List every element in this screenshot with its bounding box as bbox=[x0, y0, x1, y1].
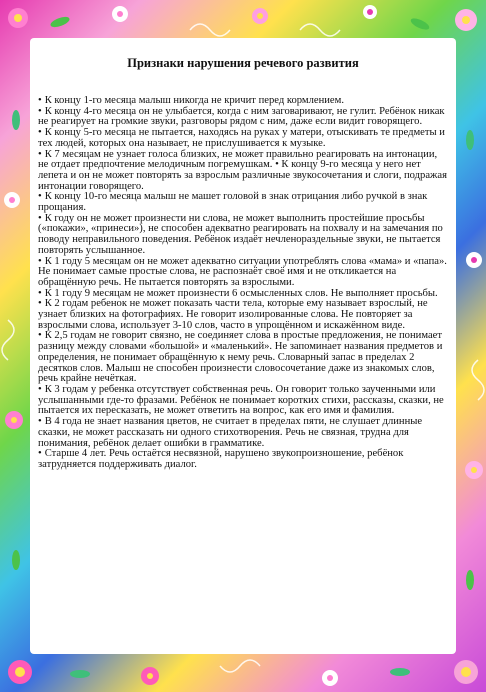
flower-icon bbox=[8, 660, 32, 684]
list-item-text: В 4 года не знает названия цветов, не считает в пределах пяти, не слушает длинные сказки, не может рассказать ни одного стихотворения. Речь не связная, трудна для понимания, ребёнок делает ошибки в грамматике. bbox=[38, 416, 423, 449]
list-item: • К 1 году 9 месяцам не может произнести 6 осмысленных слов. Не выполняет просьбы. bbox=[38, 287, 438, 299]
list-item: • К концу 5-го месяца не пытается, находясь на руках у матери, отыскивать те предметы и тех людей, которых она называет, не прислушивается к музыке. bbox=[38, 127, 445, 149]
list-item: • К 2 годам ребенок не может показать части тела, которые ему называет взрослый, не узнает близких на фотографиях. Не говорит изолированные слова. Не повторяет за взрослыми слова, использует 3-10 слов, часто в упрощённом и искажённом виде. bbox=[38, 298, 428, 331]
list-item: • Старше 4 лет. Речь остаётся несвязной, нарушено звукопроизношение, ребёнок затрудняется поддерживать диалог. bbox=[38, 448, 404, 470]
flower-icon bbox=[5, 411, 23, 429]
list-item: • К году он не может произнести ни слова, не может выполнить простейшие просьбы («покажи», «принеси»), не способен адекватно реагировать на похвалу и на замечания по поводу неправильного поведения. Ребёнок издаёт нечленораздельные звуки, не пытается повторять услышанное. bbox=[38, 212, 443, 256]
flower-icon bbox=[455, 9, 477, 31]
list-item: • К 7 месяцам не узнает голоса близких, не может правильно реагировать на интонации, не отдает предпочтение мелодичным погремушкам. • К концу 9-го месяца у него нет лепета и он не может повторять за взрослым различные звукосочетания и слоги, подражая интонации говорящего. bbox=[38, 148, 447, 192]
list-item: • К 3 годам у ребенка отсутствует собственная речь. Он говорит только заученными или услышанными где-то фразами. Ребёнок не понимает коротких стихи, рассказы, сказки, не пытается их пересказать, не может ответить на вопрос, как его имя и фамилия. bbox=[38, 383, 444, 417]
list-item-text: К 2 годам ребенок не может показать части тела, которые ему называет взрослый, не узнает близких на фотографиях. Не говорит изолированные слова. Не повторяет за взрослыми слова, использует 3-10 слов, часто в упрощённом и искажённом виде. bbox=[38, 298, 428, 331]
flower-icon bbox=[465, 461, 483, 479]
list-item-text: К концу 10-го месяца малыш не машет головой в знак отрицания либо ручкой в знак прощания. bbox=[38, 191, 428, 214]
flower-icon bbox=[8, 8, 28, 28]
list-item: • К концу 1-го месяца малыш никогда не кричит перед кормлением. bbox=[38, 95, 344, 106]
list-item-text: К 3 годам у ребенка отсутствует собственная речь. Он говорит только заученными или услышанными где-то фразами. Ребёнок не понимает коротких стихи, рассказы, сказки, не пытается их пересказать, не может ответить на вопрос, как его имя и фамилия. bbox=[38, 383, 444, 417]
list-item-text: К 1 году 5 месяцам он не может адекватно ситуации употреблять слова «мама» и «папа». Не понимает самые простые слова, не распознаёт своё имя и не откликается на обращённую речь. Не пытается повторять за взрослыми. bbox=[38, 255, 447, 288]
flower-icon bbox=[252, 8, 268, 24]
flower-icon bbox=[363, 5, 377, 19]
list-item-text: К 7 месяцам не узнает голоса близких, не может правильно реагировать на интонации, не отдает предпочтение мелодичным погремушкам. • К концу 9-го месяца у него нет лепета и он не может повторять за взрослым различные звукосочетания и слоги, подражая интонации говорящего. bbox=[38, 148, 447, 192]
list-item-text: К 1 году 9 месяцам не может произнести 6 осмысленных слов. Не выполняет просьбы. bbox=[44, 287, 438, 299]
list-item: • К 2,5 годам не говорит связно, не соединяет слова в простые предложения, не понимает разницу между словами «большой» и «маленький». Не запоминает названия предметов и определения, не понимает обращённую к нему речь. Словарный запас в пределах 2 десятков слов. Малыш не способен произнести словосочетание даже из знакомых слов, речь крайне нечёткая. bbox=[38, 330, 443, 385]
list-item: • К концу 10-го месяца малыш не машет головой в знак отрицания либо ручкой в знак прощания. bbox=[38, 191, 428, 214]
document-sheet bbox=[30, 38, 456, 654]
flower-icon bbox=[4, 192, 20, 208]
list-item-text: К концу 1-го месяца малыш никогда не кричит перед кормлением. bbox=[44, 95, 344, 106]
list-item: • В 4 года не знает названия цветов, не считает в пределах пяти, не слушает длинные сказки, не может рассказать ни одного стихотворения. Речь не связная, трудна для понимания, ребёнок делает ошибки в грамматике. bbox=[38, 416, 423, 449]
list-item-text: К концу 5-го месяца не пытается, находясь на руках у матери, отыскивать те предметы и тех людей, которых она называет, не прислушивается к музыке. bbox=[38, 127, 445, 149]
list-item-text: К 2,5 годам не говорит связно, не соединяет слова в простые предложения, не понимает разницу между словами «большой» и «маленький». Не запоминает названия предметов и определения, не понимает обращённую к нему речь. Словарный запас в пределах 2 десятков слов. Малыш не способен произнести словосочетание даже из знакомых слов, речь крайне нечёткая. bbox=[38, 330, 443, 385]
flower-icon bbox=[454, 660, 478, 684]
page-title: Признаки нарушения речевого развития bbox=[127, 56, 359, 70]
flower-icon bbox=[141, 667, 159, 685]
list-item-text: К концу 4-го месяца он не улыбается, когда с ним заговаривают, не гулит. Ребёнок никак не реагирует на громкие звуки, разговоры рядом с ним, даже если видит говорящего. bbox=[38, 105, 445, 128]
list-item-text: К году он не может произнести ни слова, не может выполнить простейшие просьбы («покажи», «принеси»), не способен адекватно реагировать на похвалу и на замечания по поводу неправильного поведения. Ребёнок издаёт нечленораздельные звуки, не пытается повторять услышанное. bbox=[38, 212, 443, 256]
list-item-text: Старше 4 лет. Речь остаётся несвязной, нарушено звукопроизношение, ребёнок затрудняется поддерживать диалог. bbox=[38, 448, 404, 470]
list-item: • К концу 4-го месяца он не улыбается, когда с ним заговаривают, не гулит. Ребёнок никак не реагирует на громкие звуки, разговоры рядом с ним, даже если видит говорящего. bbox=[38, 105, 445, 128]
list-item: • К 1 году 5 месяцам он не может адекватно ситуации употреблять слова «мама» и «папа». Не понимает самые простые слова, не распознаёт своё имя и не откликается на обращённую речь. Не пытается повторять за взрослыми. bbox=[38, 255, 447, 288]
flower-icon bbox=[466, 252, 482, 268]
flower-icon bbox=[322, 670, 338, 686]
flower-icon bbox=[112, 6, 128, 22]
symptom-list bbox=[38, 96, 450, 471]
